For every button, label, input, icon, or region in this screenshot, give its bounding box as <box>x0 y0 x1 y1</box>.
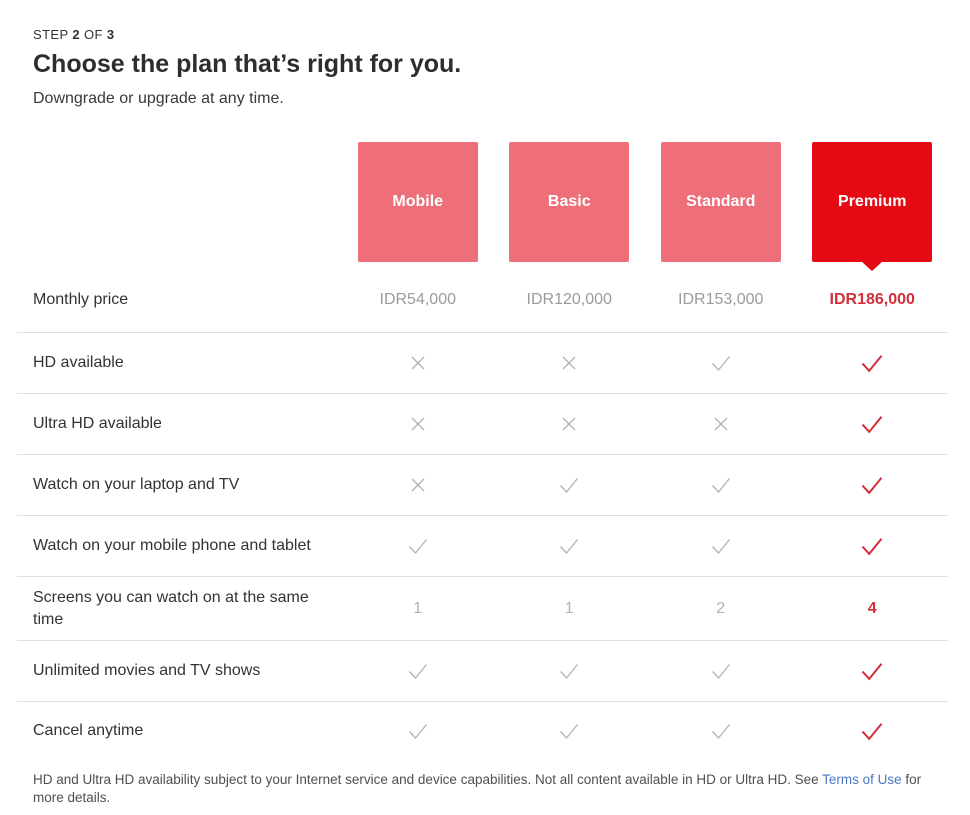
disclaimer-before: HD and Ultra HD availability subject to your Internet service and device capabilities. Not all content available in HD or Ultra HD. See <box>33 772 823 787</box>
feature-row-ultra-hd <box>17 393 948 454</box>
feature-value-cell <box>860 721 884 741</box>
price-mobile: IDR54,000 <box>379 291 456 308</box>
feature-value-cell <box>709 721 733 741</box>
check-icon <box>406 661 430 681</box>
feature-label: HD available <box>33 354 124 372</box>
feature-value-cell <box>409 415 427 433</box>
page-title: Choose the plan that’s right for you. <box>33 50 462 78</box>
feature-value-cell <box>712 415 730 433</box>
check-icon <box>859 474 886 496</box>
check-icon <box>859 352 886 374</box>
feature-value-cell <box>860 353 884 373</box>
feature-value-cell <box>560 354 578 372</box>
check-icon <box>709 536 733 556</box>
check-icon <box>859 660 886 682</box>
step-indicator <box>33 27 937 42</box>
feature-value-cell <box>560 415 578 433</box>
feature-value-cell <box>557 661 581 681</box>
feature-value-cell <box>709 353 733 373</box>
step-prefix: STEP <box>33 27 69 42</box>
price-standard: IDR153,000 <box>678 291 764 308</box>
feature-value-cell <box>406 536 430 556</box>
feature-row-mobile-tablet <box>17 515 948 576</box>
feature-value-cell <box>406 721 430 741</box>
disclaimer-text <box>17 771 922 807</box>
feature-value-cell <box>557 721 581 741</box>
feature-value-cell: 2 <box>716 599 726 617</box>
feature-value-cell <box>860 661 884 681</box>
cross-icon <box>409 415 427 433</box>
feature-label: Ultra HD available <box>33 415 162 433</box>
check-icon <box>709 661 733 681</box>
cross-icon <box>560 415 578 433</box>
feature-value-cell <box>409 354 427 372</box>
page-header <box>0 0 970 108</box>
check-icon <box>557 536 581 556</box>
feature-row-hd <box>17 332 948 393</box>
feature-value-cell <box>860 536 884 556</box>
feature-value-cell <box>406 661 430 681</box>
feature-label: Unlimited movies and TV shows <box>33 662 261 680</box>
feature-value-cell: 4 <box>867 599 877 617</box>
terms-of-use-link[interactable]: Terms of Use <box>822 772 902 787</box>
step-of: OF <box>84 27 103 42</box>
step-current: 2 <box>72 27 80 42</box>
check-icon <box>709 721 733 741</box>
check-icon <box>557 661 581 681</box>
feature-value-cell <box>557 475 581 495</box>
feature-row-unlimited <box>17 640 948 701</box>
disclaimer-after: for more details. <box>33 772 922 806</box>
check-icon <box>859 413 886 435</box>
feature-value-cell: 1 <box>413 599 423 617</box>
feature-value-cell <box>557 536 581 556</box>
feature-value-cell <box>860 475 884 495</box>
check-icon <box>859 535 886 557</box>
feature-value-cell: 1 <box>564 599 574 617</box>
cross-icon <box>409 354 427 372</box>
feature-label: Watch on your laptop and TV <box>33 476 240 494</box>
feature-value-cell <box>709 475 733 495</box>
cross-icon <box>712 415 730 433</box>
price-premium: IDR186,000 <box>829 291 915 308</box>
price-row-label: Monthly price <box>33 291 129 308</box>
plan-header-row <box>17 142 948 262</box>
plan-box-basic[interactable]: Basic <box>509 142 629 262</box>
price-basic: IDR120,000 <box>526 291 612 308</box>
feature-row-cancel <box>17 701 948 759</box>
step-total: 3 <box>106 27 115 42</box>
check-icon <box>709 475 733 495</box>
monthly-price-row <box>17 262 948 332</box>
cross-icon <box>560 354 578 372</box>
feature-value-cell <box>709 661 733 681</box>
plan-box-mobile[interactable]: Mobile <box>358 142 478 262</box>
check-icon <box>406 721 430 741</box>
check-icon <box>859 719 886 741</box>
check-icon <box>557 475 581 495</box>
feature-label: Cancel anytime <box>33 721 144 739</box>
plan-box-premium[interactable]: Premium <box>812 142 932 262</box>
feature-label: Watch on your mobile phone and tablet <box>33 537 311 555</box>
cross-icon <box>409 476 427 494</box>
check-icon <box>557 721 581 741</box>
feature-row-screens <box>17 576 948 640</box>
feature-value-cell <box>409 476 427 494</box>
page-subtitle: Downgrade or upgrade at any time. <box>33 90 284 107</box>
feature-value-cell <box>709 536 733 556</box>
check-icon <box>709 353 733 373</box>
feature-value-cell <box>860 414 884 434</box>
feature-label: Screens you can watch on at the same time <box>33 588 309 628</box>
plan-header-spacer <box>17 142 342 262</box>
check-icon <box>406 536 430 556</box>
feature-row-laptop-tv <box>17 454 948 515</box>
plan-box-standard[interactable]: Standard <box>661 142 781 262</box>
